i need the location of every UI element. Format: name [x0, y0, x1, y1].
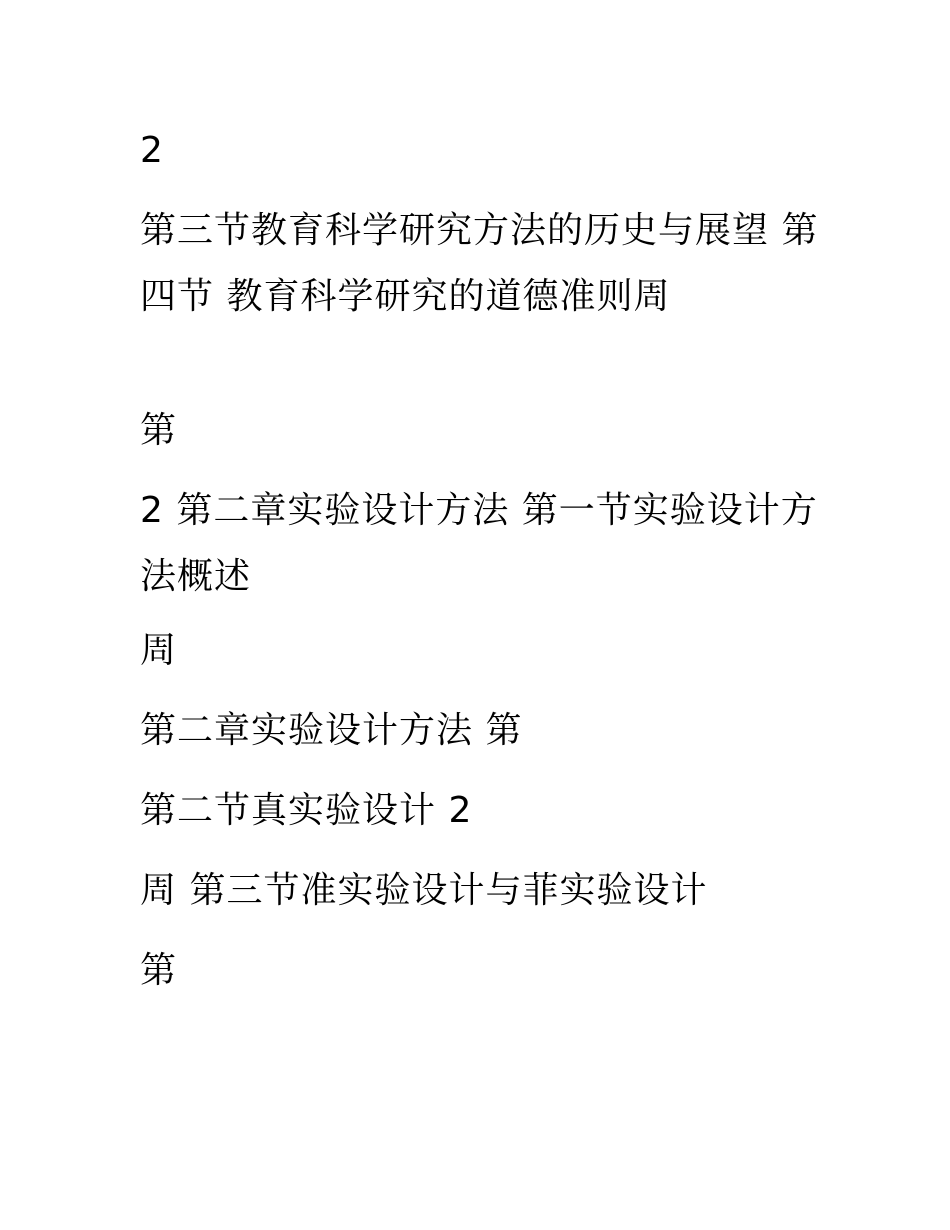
text-line: 2 第二章实验设计方法 第一节实验设计方法概述	[140, 490, 818, 597]
text-line: 第二章实验设计方法 第	[140, 710, 523, 751]
text-line: 第三节教育科学研究方法的历史与展望 第四节 教育科学研究的道德准则周	[140, 210, 819, 317]
text-line: 第	[140, 950, 178, 991]
text-line: 第二节真实验设计 2	[140, 790, 473, 831]
text-line: 第	[140, 410, 178, 451]
text-line: 2	[140, 130, 164, 171]
text-line: 周	[140, 630, 178, 671]
text-line: 周 第三节准实验设计与菲实验设计	[140, 870, 708, 911]
